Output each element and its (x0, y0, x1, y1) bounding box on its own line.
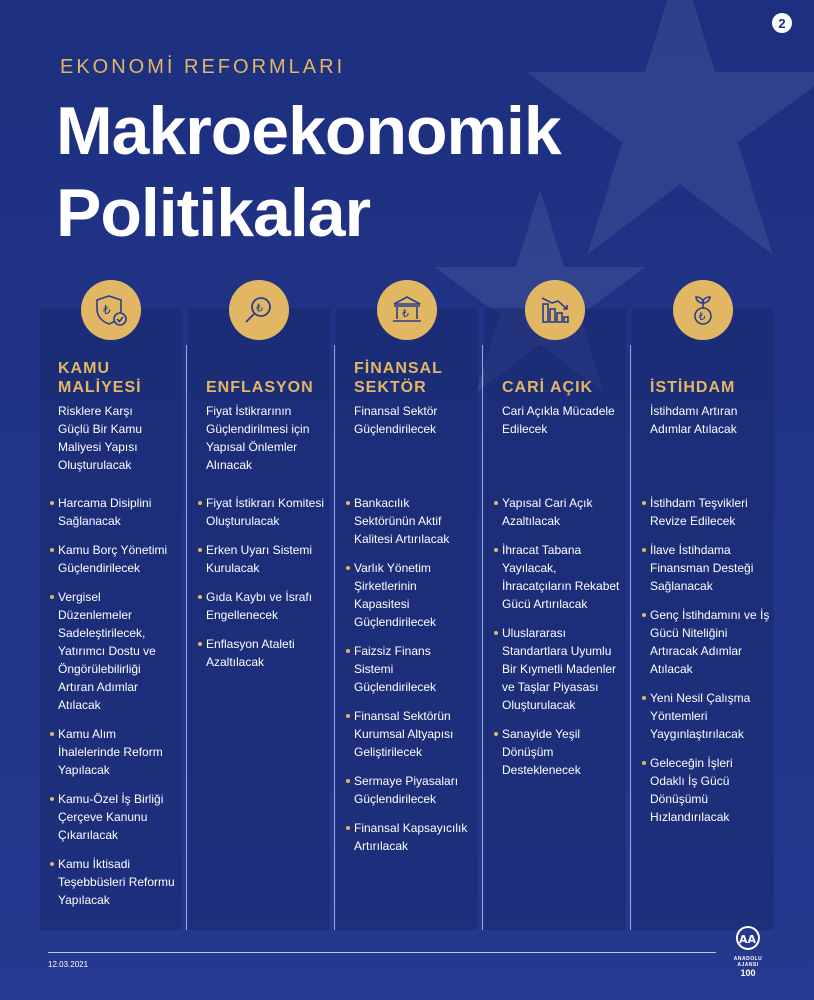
footer-divider (48, 952, 716, 953)
column-heading-kamu-maliyesi (58, 359, 178, 397)
list-item: Yeni Nesil Çalışma Yöntemleri Yaygınlaştırılacak (642, 689, 770, 743)
svg-text:₺: ₺ (698, 310, 706, 323)
list-item: Geleceğin İşleri Odaklı İş Gücü Dönüşümü Hızlandırılacak (642, 754, 770, 826)
column-heading-enflasyon (206, 378, 326, 397)
list-item: Fiyat İstikrarı Komitesi Oluşturulacak (198, 494, 326, 530)
shield-lira-check-icon (81, 280, 141, 340)
logo-text: AA (739, 933, 757, 946)
column-heading-istihdam (650, 378, 770, 397)
svg-text:₺: ₺ (103, 303, 111, 317)
column-subtitle: İstihdamı Artıran Adımlar Atılacak (650, 404, 738, 436)
heading-line: CARİ AÇIK (502, 379, 594, 396)
list-item: İhracat Tabana Yayılacak, İhracatçıların Rekabet Gücü Artırılacak (494, 541, 622, 613)
aa-logo-icon (734, 926, 762, 950)
svg-text:₺: ₺ (402, 307, 409, 320)
list-item: Finansal Kapsayıcılık Artırılacak (346, 819, 470, 855)
list-item: Genç İstihdamını ve İş Gücü Niteliğini Artıracak Adımlar Atılacak (642, 606, 770, 678)
list-item: Vergisel Düzenlemeler Sadeleştirilecek, Yatırımcı Dostu ve Öngörülebilirliği Artıran Adımlar Atılacak (50, 588, 176, 714)
list-item: Yapısal Cari Açık Azaltılacak (494, 494, 622, 530)
list-item: Bankacılık Sektörünün Aktif Kalitesi Artırılacak (346, 494, 470, 548)
heading-line: İSTİHDAM (650, 379, 736, 396)
list-item: Kamu-Özel İş Birliği Çerçeve Kanunu Çıkarılacak (50, 790, 176, 844)
anadolu-agency-logo (724, 926, 772, 978)
list-item: İstihdam Teşvikleri Revize Edilecek (642, 494, 770, 530)
list-item: Kamu Alım İhalelerinde Reform Yapılacak (50, 725, 176, 779)
column-divider (482, 345, 483, 930)
heading-line: KAMU (58, 360, 110, 377)
column-items-finansal (346, 494, 470, 866)
magnifier-lira-icon (229, 280, 289, 340)
page-number: 2 (772, 13, 792, 33)
title-line-1: Makroekonomik (56, 93, 561, 169)
column-divider (186, 345, 187, 930)
declining-bar-chart-icon (525, 280, 585, 340)
column-divider (334, 345, 335, 930)
list-item: Kamu İktisadi Teşebbüsleri Reformu Yapılacak (50, 855, 176, 909)
column-heading-cari-acik (502, 378, 622, 397)
list-item: Erken Uyarı Sistemi Kurulacak (198, 541, 326, 577)
column-subtitle: Cari Açıkla Mücadele Edilecek (502, 404, 615, 436)
column-heading-finansal-sektor (354, 359, 474, 397)
heading-line: FİNANSAL (354, 360, 443, 377)
list-item: Harcama Disiplini Sağlanacak (50, 494, 176, 530)
column-subtitle: Finansal Sektör Güçlendirilecek (354, 404, 438, 436)
column-items-cari (494, 494, 622, 790)
bank-lira-icon (377, 280, 437, 340)
column-items-kamu (50, 494, 176, 920)
heading-line: MALİYESİ (58, 379, 142, 396)
list-item: Faizsiz Finans Sistemi Güçlendirilecek (346, 642, 470, 696)
list-item: Varlık Yönetim Şirketlerinin Kapasitesi Güçlendirilecek (346, 559, 470, 631)
logo-name: ANADOLU AJANSI (733, 956, 763, 968)
column-items-enflasyon (198, 494, 326, 682)
title-line-2: Politikalar (56, 175, 371, 251)
svg-text:₺: ₺ (256, 301, 263, 315)
column-items-istihdam (642, 494, 770, 837)
list-item: Uluslararası Standartlara Uyumlu Bir Kıymetli Madenler ve Taşlar Piyasası Oluşturulacak (494, 624, 622, 714)
column-subtitle: Risklere Karşı Güçlü Bir Kamu Maliyesi Yapısı Oluşturulacak (58, 404, 143, 472)
eyebrow-heading: EKONOMİ REFORMLARI (60, 56, 346, 78)
column-divider (630, 345, 631, 930)
logo-year: 100 (740, 968, 756, 978)
list-item: Sanayide Yeşil Dönüşüm Desteklenecek (494, 725, 622, 779)
heading-line: ENFLASYON (206, 379, 314, 396)
list-item: Gıda Kaybı ve İsrafı Engellenecek (198, 588, 326, 624)
list-item: Kamu Borç Yönetimi Güçlendirilecek (50, 541, 176, 577)
list-item: Sermaye Piyasaları Güçlendirilecek (346, 772, 470, 808)
list-item: Enflasyon Ataleti Azaltılacak (198, 635, 326, 671)
publish-date: 12.03.2021 (48, 960, 89, 969)
list-item: Finansal Sektörün Kurumsal Altyapısı Geliştirilecek (346, 707, 470, 761)
heading-line: SEKTÖR (354, 379, 427, 396)
column-subtitle: Fiyat İstikrarının Güçlendirilmesi için Yapısal Önlemler Alınacak (206, 404, 310, 472)
plant-lira-coin-icon (673, 280, 733, 340)
page-title (56, 90, 561, 254)
list-item: İlave İstihdama Finansman Desteği Sağlanacak (642, 541, 770, 595)
